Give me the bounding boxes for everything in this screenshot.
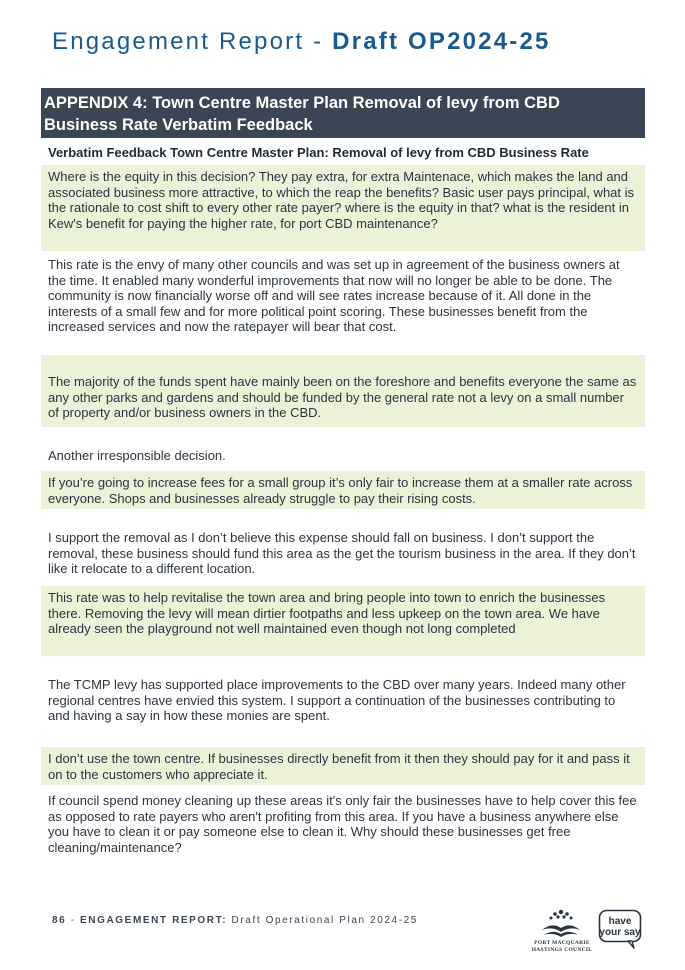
- footer-label: [52, 915, 418, 926]
- footer-separator: -: [66, 915, 81, 926]
- feedback-row-9: I don’t use the town centre. If businesses directly benefit from it then they should pay for it and pass it on to the customers who appreciate it.: [41, 747, 645, 785]
- feedback-row-10: If council spend money cleaning up these areas it's only fair the businesses have to help cover this fee as opposed to rate payers who aren't profiting from this area. If you have a business anywhere else you have to clean it or pay someone else to clean it. Why should these businesses get free cleaning/maintenance?: [48, 793, 637, 855]
- appendix-title-line2: Business Rate Verbatim Feedback: [44, 116, 313, 134]
- feedback-row-7: This rate was to help revitalise the town area and bring people into town to enrich the businesses there. Removing the levy will mean dirtier footpaths and less upkeep on the town area. We have already seen the playground not well maintained even though not long completed: [41, 586, 645, 656]
- page-title-bold: Draft OP2024-25: [332, 28, 551, 55]
- page-title-prefix: Engagement Report -: [52, 28, 333, 55]
- badge-line1: have: [608, 916, 632, 927]
- appendix-title-line1: APPENDIX 4: Town Centre Master Plan Removal of levy from CBD: [44, 94, 560, 112]
- feedback-row-1: Where is the equity in this decision? They pay extra, for extra Maintenace, which makes the land and associated business more attractive, to which the reap the benefits? Basic user pays principal, what is the rationale to cost shift to every other rate payer? where is the equity in that? what is the resident in Kew's benefit for paying the higher rate, for port CBD maintenance?: [41, 165, 645, 251]
- table-heading: Verbatim Feedback Town Centre Master Plan: Removal of levy from CBD Business Rate: [48, 145, 589, 160]
- feedback-row-2: This rate is the envy of many other councils and was set up in agreement of the business owners at the time. It enabled many wonderful improvements that now will no longer be able to be done. The community is now financially worse off and will see rates increase because of it. All done in the interests of a small few and for more political point scoring. These businesses benefit from the increased services and now the ratepayer will bear that cost.: [48, 257, 620, 335]
- appendix-title-bar: [41, 88, 645, 138]
- badge-line2: your say: [599, 927, 641, 938]
- feedback-row-8: The TCMP levy has supported place improvements to the CBD over many years. Indeed many other regional centres have envied this system. I support a continuation of the businesses contributing to and having a say in how these monies are spent.: [48, 677, 626, 724]
- footer-label-rest: Draft Operational Plan 2024-25: [227, 915, 418, 926]
- logo-line1: PORT MACQUARIE: [534, 940, 590, 946]
- feedback-row-3: The majority of the funds spent have mainly been on the foreshore and benefits everyone the same as any other parks and gardens and should be funded by the general rate not a levy on a small number of property and/or business owners in the CBD.: [41, 355, 645, 427]
- footer-label-bold: ENGAGEMENT REPORT:: [80, 915, 228, 926]
- page-title: [52, 28, 551, 56]
- feedback-row-6: I support the removal as I don’t believe this expense should fall on business. I don’t support the removal, these business should fund this area as the get the tourism business in the area. If they don’t like it relocate to a different location.: [48, 530, 636, 577]
- page-number: 86: [52, 915, 67, 926]
- feedback-row-5: If you’re going to increase fees for a small group it’s only fair to increase them at a smaller rate across everyone. Shops and businesses already struggle to pay their rising costs.: [41, 471, 645, 509]
- have-your-say-badge-text: [598, 916, 642, 938]
- council-logo-text: [526, 940, 598, 953]
- logo-line2: HASTINGS COUNCIL: [531, 946, 593, 953]
- feedback-row-4: Another irresponsible decision.: [48, 448, 226, 463]
